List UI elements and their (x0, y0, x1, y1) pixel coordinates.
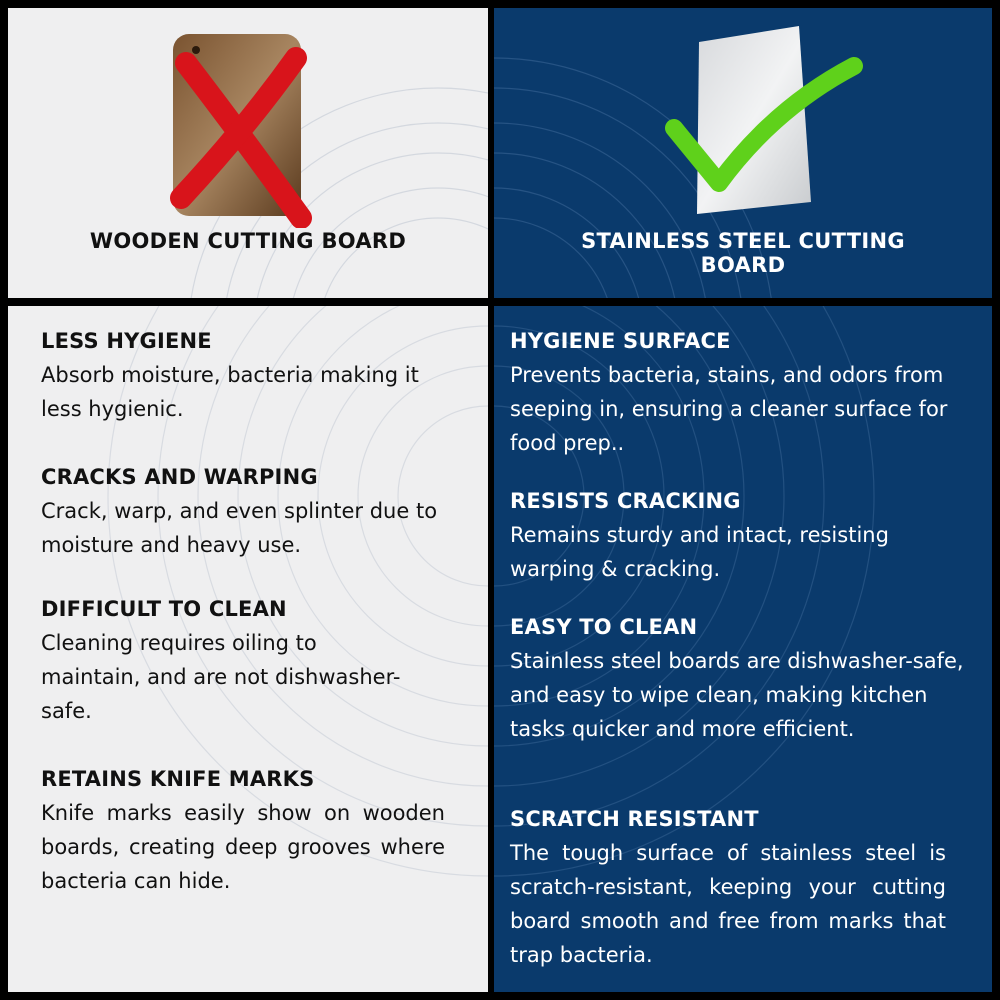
wooden-board-header (8, 8, 488, 298)
list-item (41, 328, 421, 426)
item-title: LESS HYGIENE (41, 329, 212, 353)
list-item (41, 766, 445, 898)
steel-board-heading: STAINLESS STEEL CUTTING BOARD (581, 229, 905, 277)
list-item (510, 328, 960, 460)
item-body: Crack, warp, and even splinter due to moisture and heavy use. (41, 499, 438, 557)
list-item (41, 596, 421, 728)
steel-board-pros (494, 306, 992, 992)
list-item (510, 488, 970, 586)
list-item (41, 464, 441, 562)
item-title: CRACKS AND WARPING (41, 465, 318, 489)
cross-mark-icon (166, 38, 316, 228)
steel-board-header (494, 8, 992, 298)
item-body: The tough surface of stainless steel is scratch-resistant, keeping your cutting board smooth and free from marks that trap bacteria. (510, 841, 946, 967)
wooden-board-heading: WOODEN CUTTING BOARD (89, 229, 407, 253)
item-body: Stainless steel boards are dishwasher-safe, and easy to wipe clean, making kitchen tasks quicker and more efficient. (510, 649, 964, 741)
item-title: DIFFICULT TO CLEAN (41, 597, 287, 621)
wooden-board-cons (8, 306, 488, 992)
item-body: Cleaning requires oiling to maintain, and are not dishwasher-safe. (41, 631, 401, 723)
list-item (510, 614, 970, 746)
item-title: RESISTS CRACKING (510, 489, 741, 513)
list-item (510, 806, 946, 972)
item-body: Knife marks easily show on wooden boards, creating deep grooves where bacteria can hide. (41, 801, 445, 893)
item-body: Prevents bacteria, stains, and odors from seeping in, ensuring a cleaner surface for food prep.. (510, 363, 948, 455)
check-mark-icon (664, 48, 864, 198)
item-body: Remains sturdy and intact, resisting warping & cracking. (510, 523, 889, 581)
item-title: SCRATCH RESISTANT (510, 807, 759, 831)
item-title: EASY TO CLEAN (510, 615, 698, 639)
item-title: RETAINS KNIFE MARKS (41, 767, 315, 791)
item-body: Absorb moisture, bacteria making it less hygienic. (41, 363, 419, 421)
item-title: HYGIENE SURFACE (510, 329, 731, 353)
